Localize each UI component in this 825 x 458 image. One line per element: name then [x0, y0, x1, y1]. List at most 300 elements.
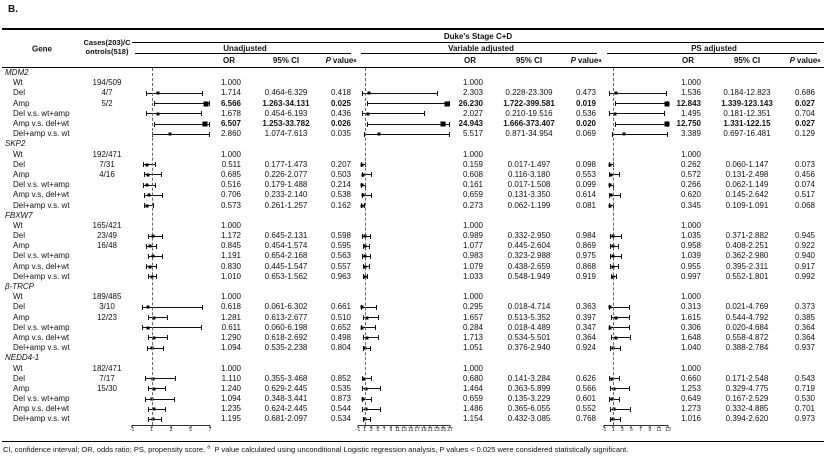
or-cell [668, 353, 708, 363]
or-value: 0.611 [221, 322, 241, 332]
ci-value: 0.629-2.445 [264, 383, 308, 393]
or-value: 0.989 [462, 231, 483, 241]
or-marker [361, 204, 364, 207]
ci-value: 0.184-12.823 [723, 88, 771, 98]
p-value: 0.397 [575, 312, 597, 322]
p-value: 0.940 [794, 251, 816, 261]
or-value: 1.495 [680, 108, 701, 118]
spacer-cell [324, 425, 361, 441]
ci-cell [490, 282, 568, 292]
forest-plot-cell [132, 343, 210, 353]
or-value: 1.000 [220, 78, 241, 88]
or-cell [210, 139, 248, 149]
forest-plot-cell [358, 241, 450, 251]
or-marker [367, 92, 370, 95]
cases-value: 165/421 [92, 220, 122, 230]
p-cell [324, 211, 358, 221]
or-marker [203, 122, 208, 127]
plot-axis [355, 425, 453, 442]
ci-value: 0.171-2.548 [725, 373, 769, 383]
ci-whisker [148, 409, 166, 410]
or-value: 1.000 [220, 149, 241, 159]
variant-label: Del+amp v.s. wt [13, 414, 70, 424]
cases-value [82, 200, 132, 210]
forest-plot-cell [132, 404, 210, 414]
or-marker [361, 306, 364, 309]
p-value: 0.027 [794, 119, 816, 129]
ci-value: 0.454-1.574 [264, 241, 308, 251]
p-value [786, 221, 824, 231]
cases-value: 192/471 [92, 149, 122, 159]
table-row [2, 343, 824, 353]
ci-value: 0.363-5.899 [507, 383, 551, 393]
or-cell [668, 68, 708, 78]
p-value: 0.020 [575, 119, 597, 129]
or-value: 0.572 [680, 169, 701, 179]
axis-tick-label: 7 [639, 426, 642, 433]
variant-label: Wt [13, 363, 23, 373]
p-value: 0.025 [330, 98, 352, 108]
gene-row [2, 353, 824, 363]
ci-value: 0.438-2.659 [507, 261, 551, 271]
p-value: 0.418 [330, 88, 352, 98]
ci-whisker [367, 103, 450, 104]
spacer-cell [708, 425, 786, 441]
axis-tick-label: 3 [369, 426, 373, 433]
ci-value: 0.061-6.302 [264, 302, 308, 312]
plot-axis [129, 425, 212, 442]
ci-whisker [362, 93, 438, 94]
or-value: 5.517 [462, 129, 483, 139]
gene-name: NEDD4-1 [5, 353, 40, 363]
forest-plot-cell [358, 231, 450, 241]
forest-plot-cell [132, 109, 210, 119]
ci-whisker [609, 113, 665, 114]
axis-tick-label: 7 [208, 426, 212, 433]
ci-cell [490, 139, 568, 149]
forest-plot-cell [358, 119, 450, 129]
table-row [2, 150, 824, 160]
cases-value [82, 414, 132, 424]
or-cell [210, 282, 248, 292]
axis-tick-label: 9 [648, 426, 652, 433]
axis-tick-label: 1 [611, 426, 615, 433]
gene-name: FBXW7 [5, 210, 33, 220]
axis-tick [401, 425, 407, 433]
variant-label: Del+amp v.s. wt [13, 343, 70, 353]
p-value [324, 150, 358, 160]
forest-plot-cell [358, 272, 450, 282]
forest-plot-cell [132, 200, 210, 210]
p-cell [324, 353, 358, 363]
forest-plot-cell [358, 139, 450, 149]
table-row [2, 384, 824, 394]
forest-plot-cell [132, 353, 210, 363]
axis-tick-label: 17 [414, 426, 420, 433]
p-value: 0.868 [575, 261, 597, 271]
or-value: 24.943 [458, 119, 483, 129]
table-header [2, 30, 824, 68]
ci-value: 0.021-4.769 [725, 302, 769, 312]
ci-value: 0.645-2.131 [264, 231, 308, 241]
forest-plot-cell [132, 139, 210, 149]
axis-tick [407, 425, 414, 433]
axis-tick [611, 425, 615, 433]
p-value: 0.719 [794, 383, 816, 393]
p-cell [568, 139, 604, 149]
or-marker [445, 101, 450, 106]
ci-whisker [148, 256, 163, 257]
or-value: 1.000 [462, 363, 483, 373]
forest-plot-cell [358, 200, 450, 210]
ci-whisker [145, 378, 175, 379]
ci-value: 0.681-2.097 [264, 414, 308, 424]
axis-tick-label: 1 [150, 426, 153, 433]
ci-value: 0.355-3.468 [264, 373, 308, 383]
ci-value: 0.210-19.516 [505, 108, 553, 118]
cases-value: 16/48 [96, 241, 118, 251]
forest-plot-cell [358, 292, 450, 302]
or-value: 0.706 [220, 190, 241, 200]
p-value: 0.534 [330, 414, 352, 424]
forest-plot-cell [358, 129, 450, 139]
footnote-sup: a [207, 444, 211, 451]
ci-value: 0.329-4.775 [725, 383, 769, 393]
axis-tick [630, 425, 633, 433]
or-marker [623, 133, 626, 136]
or-value: 0.273 [462, 200, 483, 210]
ci-cell [248, 353, 324, 363]
forest-plot-cell [132, 88, 210, 98]
p-value: 0.347 [575, 322, 597, 332]
ci-whisker [609, 327, 630, 328]
p-value: 0.626 [575, 373, 597, 383]
axis-tick [434, 425, 440, 433]
axis-tick-label: 21 [427, 426, 434, 433]
ci-value: 0.871-34.954 [505, 129, 553, 139]
ci-value: 0.348-3.441 [264, 394, 308, 404]
ci-value: 0.365-6.055 [507, 404, 551, 414]
p-value: 0.963 [330, 271, 352, 281]
or-value: 1.010 [220, 271, 241, 281]
or-value: 0.620 [680, 190, 701, 200]
or-value: 1.172 [220, 231, 241, 241]
cases-value: 7/17 [99, 373, 115, 383]
or-marker [608, 326, 611, 329]
or-value: 0.306 [680, 322, 701, 332]
ci-value [708, 292, 786, 302]
ci-whisker [609, 307, 631, 308]
ci-value: 1.253-33.782 [262, 119, 310, 129]
or-value: 0.573 [220, 200, 241, 210]
p-value: 0.544 [330, 404, 352, 414]
or-value: 1.191 [220, 251, 241, 261]
ci-whisker [615, 124, 668, 125]
or-value: 1.240 [220, 383, 241, 393]
p-value [568, 150, 604, 160]
p-value: 0.852 [330, 373, 352, 383]
or-value: 1.253 [680, 383, 701, 393]
cases-value [82, 262, 132, 272]
ci-value: 0.145-2.642 [725, 190, 769, 200]
axis-tick [394, 425, 401, 433]
forest-plot-cell [132, 363, 210, 373]
or-value: 0.955 [680, 261, 701, 271]
ci-value [248, 292, 324, 302]
table-row [2, 129, 824, 139]
ci-value: 0.552-1.801 [725, 271, 769, 281]
or-marker [157, 92, 160, 95]
ci-value: 0.020-4.684 [725, 322, 769, 332]
ci-value: 0.535-2.238 [264, 343, 308, 353]
ci-value: 0.432-3.085 [507, 414, 551, 424]
or-value: 1.000 [462, 292, 483, 302]
or-cell [450, 139, 490, 149]
p-value: 0.364 [794, 322, 816, 332]
forest-plot-cell [132, 180, 210, 190]
ci-whisker [367, 124, 450, 125]
or-value: 0.685 [220, 169, 241, 179]
ci-whisker [147, 348, 164, 349]
figure-label: B. [8, 4, 18, 15]
table-row [2, 231, 824, 241]
forest-plot-cell [132, 302, 210, 312]
or-value: 1.486 [462, 404, 483, 414]
or-marker [203, 101, 208, 106]
variant-label: Del v.s. wt+amp [13, 322, 70, 332]
p-cell [786, 211, 824, 221]
reference-line [365, 68, 366, 425]
ci-value: 0.464-6.329 [264, 88, 308, 98]
axis-tick [648, 425, 652, 433]
ci-value: 1.722-399.581 [503, 98, 555, 108]
variant-label: Wt [13, 292, 23, 302]
ci-value: 0.454-6.193 [264, 108, 308, 118]
ci-value [490, 150, 568, 160]
ci-whisker [154, 103, 210, 104]
gene-row [2, 282, 824, 292]
or-marker [664, 122, 669, 127]
axis-tick [382, 425, 386, 433]
cases-value: 12/23 [96, 312, 118, 322]
or-value: 1.000 [462, 149, 483, 159]
forest-plot-cell [132, 333, 210, 343]
column-header-p: P value a [570, 55, 602, 65]
or-value: 1.035 [680, 231, 701, 241]
or-marker [146, 306, 149, 309]
table-body [2, 68, 824, 425]
table-row [2, 251, 824, 261]
or-value: 0.313 [680, 302, 701, 312]
ci-value: 0.179-1.488 [264, 180, 308, 190]
ci-cell [490, 68, 568, 78]
ci-value: 0.332-4.885 [725, 404, 769, 414]
axis-tick-label: 19 [420, 426, 427, 433]
forest-plot-cell [132, 262, 210, 272]
forest-plot-cell [132, 384, 210, 394]
table-row [2, 200, 824, 210]
ci-value: 1.263-34.131 [262, 98, 310, 108]
axis-tick [150, 425, 153, 433]
or-value: 6.507 [220, 119, 241, 129]
spacer-cell [668, 425, 708, 441]
ci-value: 0.653-1.562 [264, 271, 308, 281]
or-value: 1.536 [680, 88, 701, 98]
or-value: 1.195 [220, 414, 241, 424]
forest-plot-cell [358, 251, 450, 261]
ci-value: 0.394-2.620 [725, 414, 769, 424]
p-value: 0.543 [794, 373, 816, 383]
p-value: 0.992 [794, 271, 816, 281]
column-header-or: OR [223, 55, 235, 65]
axis-tick-label: 5 [189, 426, 192, 433]
reference-line [613, 68, 614, 425]
variant-label: Amp [13, 241, 30, 251]
p-value: 0.073 [794, 159, 816, 169]
forest-plot-cell [132, 119, 210, 129]
ci-value: 0.135-3.229 [507, 394, 551, 404]
axis-tick-label: 9 [389, 426, 393, 433]
cases-value: 4/16 [99, 169, 115, 179]
ci-value: 0.177-1.473 [264, 159, 308, 169]
axis-tick [656, 425, 662, 433]
forest-table [2, 28, 824, 442]
or-value: 1.657 [462, 312, 483, 322]
p-value: 0.661 [330, 302, 352, 312]
ci-value: 0.513-5.352 [507, 312, 551, 322]
forest-plot-cell [358, 170, 450, 180]
or-marker [146, 204, 149, 207]
axis-tick [639, 425, 642, 433]
forest-plot-cell [358, 302, 450, 312]
forest-plot-cell [132, 190, 210, 200]
variant-label: Amp v.s. del+wt [13, 332, 70, 342]
p-value: 0.922 [794, 241, 816, 251]
spacer-cell [490, 425, 568, 441]
or-value: 1.000 [220, 292, 241, 302]
gene-name: β-TRCP [5, 282, 35, 292]
variant-label: Del+amp v.s. wt [13, 200, 70, 210]
ci-value: 0.445-2.604 [507, 241, 551, 251]
forest-plot-cell [132, 374, 210, 384]
cases-value [82, 272, 132, 282]
table-row [2, 363, 824, 373]
forest-plot-cell [358, 262, 450, 272]
column-header-ci: 95% CI [515, 55, 543, 65]
cases-value: 4/7 [101, 88, 113, 98]
ci-cell [708, 282, 786, 292]
axis-tick-label: 1 [363, 426, 366, 433]
or-marker [441, 122, 446, 127]
axis-tick [169, 425, 173, 433]
table-row [2, 109, 824, 119]
or-marker [614, 112, 617, 115]
ci-value: 0.167-2.529 [725, 394, 769, 404]
forest-plot-cell [132, 394, 210, 404]
p-value: 0.373 [794, 302, 816, 312]
p-value: 0.595 [330, 241, 352, 251]
forest-plot-cell [132, 292, 210, 302]
column-header-gene: Gene [31, 44, 52, 54]
p-value: 0.869 [575, 241, 597, 251]
ci-value [708, 78, 786, 88]
or-value: 1.000 [220, 363, 241, 373]
table-title-row [132, 30, 824, 43]
ci-cell [490, 211, 568, 221]
cases-value: 194/509 [92, 78, 122, 88]
forest-plot-cell [358, 323, 450, 333]
p-value: 0.984 [575, 231, 597, 241]
ci-value: 0.613-2.677 [264, 312, 308, 322]
section-header-row [132, 43, 824, 54]
ci-cell [708, 211, 786, 221]
forest-plot-cell [132, 78, 210, 88]
p-value: 0.601 [575, 394, 597, 404]
p-value [786, 363, 824, 373]
or-value: 1.051 [462, 343, 483, 353]
ci-value: 0.017-1.508 [507, 180, 551, 190]
or-value: 0.266 [680, 180, 701, 190]
or-value: 1.235 [220, 404, 241, 414]
or-cell [450, 282, 490, 292]
cases-value [82, 109, 132, 119]
forest-plot-cell [358, 313, 450, 323]
cases-value [82, 190, 132, 200]
table-row [2, 88, 824, 98]
column-header-cases-line1: Cases(203)/C [83, 38, 131, 48]
p-value: 0.162 [330, 200, 352, 210]
table-row [2, 262, 824, 272]
p-value: 0.027 [794, 98, 816, 108]
variant-label: Del v.s. wt+amp [13, 251, 70, 261]
or-marker [365, 336, 368, 339]
or-value: 1.713 [462, 332, 483, 342]
ci-value: 0.376-2.940 [507, 343, 551, 353]
or-cell [668, 139, 708, 149]
variant-label: Del [13, 302, 26, 312]
p-value: 0.081 [575, 200, 597, 210]
or-cell [450, 353, 490, 363]
cases-value: 23/49 [96, 231, 118, 241]
variant-label: Amp [13, 169, 30, 179]
axis-tick-label: 11 [394, 426, 401, 433]
or-value: 0.161 [462, 180, 483, 190]
or-marker [378, 133, 381, 136]
or-value: 0.295 [462, 302, 483, 312]
ci-value [490, 78, 568, 88]
forest-plot-cell [132, 231, 210, 241]
or-marker [146, 326, 149, 329]
or-marker [614, 316, 617, 319]
or-marker [153, 316, 156, 319]
p-value: 0.530 [794, 394, 816, 404]
forest-plot-cell [132, 160, 210, 170]
axis-tick [620, 425, 624, 433]
axis-tick-label: -1 [129, 426, 135, 433]
variant-label: Amp v.s. del+wt [13, 119, 70, 129]
or-value: 1.000 [462, 220, 483, 230]
footnote-abbreviations: CI, confidence interval; OR, odds ratio; PS, propensity score. [3, 444, 206, 454]
p-value [568, 221, 604, 231]
p-value: 0.973 [794, 414, 816, 424]
p-value: 0.364 [794, 332, 816, 342]
p-value: 0.768 [575, 414, 597, 424]
ci-cell [248, 139, 324, 149]
cases-value [82, 323, 132, 333]
or-value: 0.830 [220, 261, 241, 271]
forest-plot-cell [358, 160, 450, 170]
table-row [2, 292, 824, 302]
